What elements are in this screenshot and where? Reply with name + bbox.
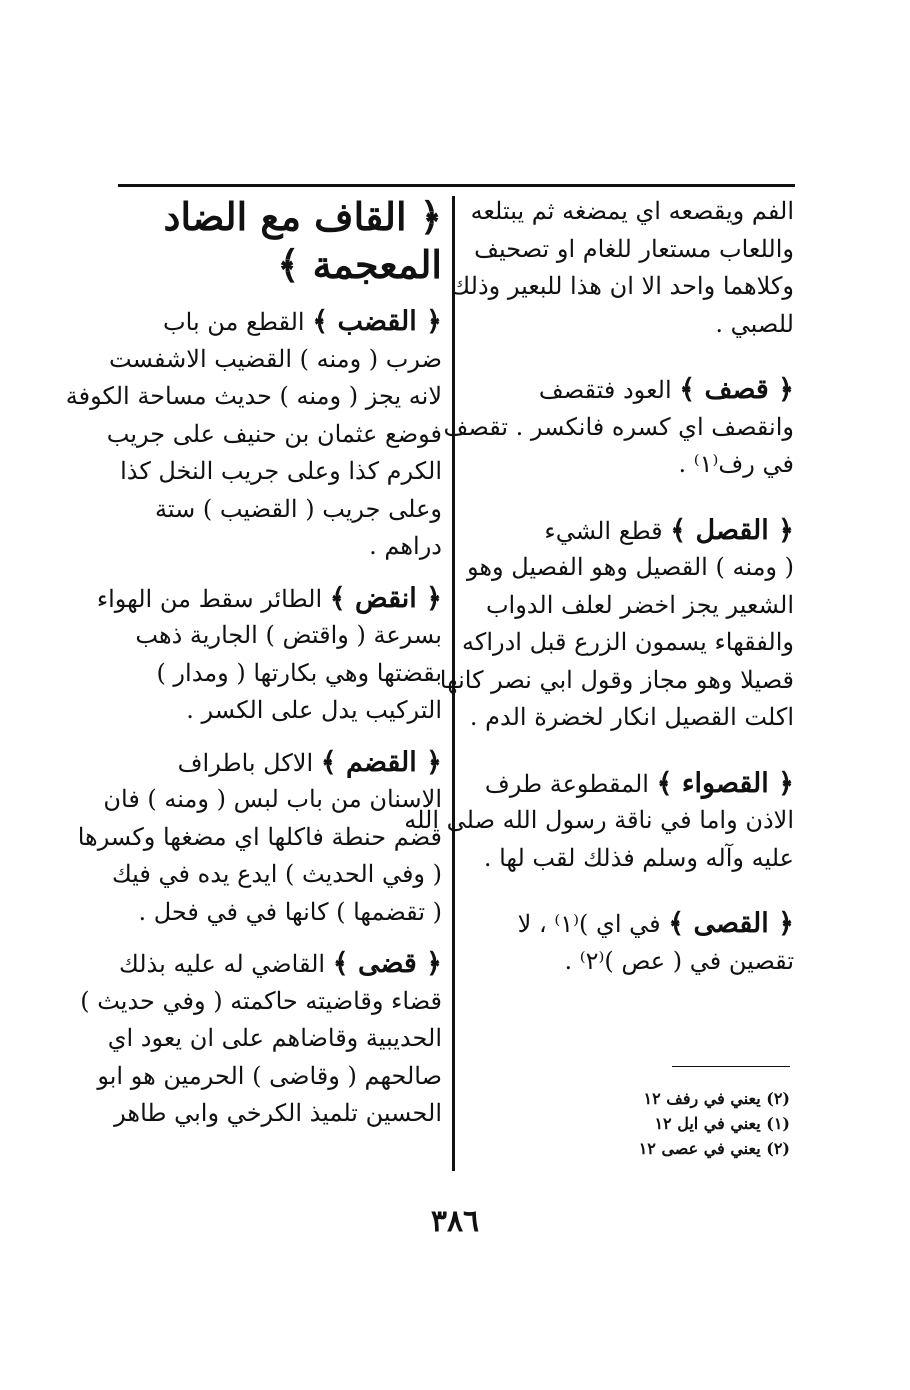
headword: ﴿ القصواء ﴾	[656, 767, 794, 799]
headword: ﴿ القصى ﴾	[668, 908, 794, 939]
headword: ﴿ قضى ﴾	[332, 948, 442, 979]
footnote: (٢) يعني في عصى ١٢	[638, 1139, 790, 1158]
entry-text: العود فتقصف	[538, 376, 672, 404]
footnote: (١) يعني في ايل ١٢	[654, 1114, 790, 1133]
footnotes	[580, 1086, 790, 1161]
text-line: وانقصف اي كسره فانكسر . تقصف	[443, 412, 794, 441]
text-line: فوضع عثمان بن حنيف على جريب	[106, 419, 442, 448]
text-line: الكرم كذا وعلى جريب النخل كذا	[120, 457, 442, 485]
text-line: الفم ويقصعه اي يمضغه ثم يبتلعه	[470, 197, 794, 225]
left-column	[65, 193, 442, 1133]
headword: ﴿ القضم ﴾	[320, 746, 442, 778]
section-title: ﴿ القاف مع الضاد	[163, 194, 442, 239]
text-line: الاسنان من باب لبس ( ومنه ) فان	[103, 785, 442, 813]
entry-text: في اي )⁽١⁾ ، لا	[517, 910, 661, 938]
entry-text: الطائر سقط من الهواء	[96, 584, 323, 613]
text-line: دراهم .	[369, 532, 442, 560]
entry-first-line	[118, 945, 442, 983]
text-line: التركيب يدل على الكسر .	[186, 696, 442, 724]
entry-text: قطع الشيء	[544, 516, 663, 545]
text-line: والفقهاء يسمون الزرع قبل ادراكه	[462, 628, 794, 656]
text-line: ( ومنه ) القصيل وهو الفصيل وهو	[466, 553, 794, 581]
text-line: ( تقضمها ) كانها في في فحل .	[138, 897, 442, 926]
entry-text: القاضي له عليه بذلك	[119, 950, 326, 978]
text-line: الشعير يجز اخضر لعلف الدواب	[485, 590, 794, 619]
text-line: للصبي .	[715, 309, 794, 338]
text-line: بقضتها وهي بكارتها ( ومدار )	[156, 658, 442, 687]
text-line: الحديبية وقاضاهم على ان يعود اي	[107, 1024, 442, 1052]
text-line: في رف⁽١⁾ .	[678, 450, 794, 478]
entry-text: القطع من باب	[163, 308, 305, 336]
headword: ﴿ انقض ﴾	[329, 582, 442, 614]
text-line: بسرعة ( واقتض ) الجارية ذهب	[135, 621, 442, 649]
section-title: المعجمة ﴾	[277, 242, 442, 287]
text-line: تقصين في ( عص )⁽٢⁾ .	[564, 946, 794, 975]
entry-text: المقطوعة طرف	[484, 769, 649, 798]
text-line: قضاء وقاضيته حاكمته ( وفي حديث )	[80, 986, 442, 1015]
text-line: عليه وآله وسلم فذلك لقب لها .	[483, 843, 794, 872]
text-line: وكلاهما واحد الا ان هذا للبعير وذلك	[450, 272, 794, 300]
entry-first-line	[466, 512, 794, 550]
page-number: ٣٨٦	[430, 1204, 480, 1239]
entry-text: الاكل باطراف	[177, 748, 314, 777]
text-line: الحسين تلميذ الكرخي وابي طاهر	[114, 1099, 442, 1127]
text-line: واللعاب مستعار للغام او تصحيف	[474, 234, 794, 263]
headword: ﴿ القضب ﴾	[312, 306, 442, 337]
text-line: قصيلا وهو مجاز وقول ابي نصر كانها	[439, 665, 794, 694]
text-line: لانه يجز ( ومنه ) حديث مساحة الكوفة	[65, 382, 442, 410]
text-line: قضم حنطة فاكلها اي مضغها وكسرها	[77, 822, 442, 851]
footnote: (٢) يعني في رفف ١٢	[643, 1089, 790, 1108]
text-line: ضرب ( ومنه ) القضيب الاشفست	[109, 344, 442, 373]
entry-first-line	[466, 765, 794, 803]
entry-first-line	[466, 371, 794, 409]
text-line: صالحهم ( وقاضى ) الحرمين هو ابو	[97, 1061, 442, 1090]
text-line: اكلت القصيل انكار لخضرة الدم .	[469, 703, 794, 731]
headword: ﴿ قصف ﴾	[679, 374, 794, 405]
top-rule	[118, 184, 795, 187]
entry-first-line	[118, 303, 442, 341]
text-line: وعلى جريب ( القضيب ) ستة	[154, 494, 442, 523]
entry-first-line	[96, 580, 442, 618]
text-line: ( وفي الحديث ) ايدع يده في فيك	[111, 860, 442, 888]
text-line: الاذن واما في ناقة رسول الله صلى الله	[404, 806, 794, 834]
headword: ﴿ القصل ﴾	[670, 514, 794, 546]
footnote-rule	[672, 1066, 790, 1067]
entry-first-line	[118, 744, 442, 782]
entry-first-line	[466, 905, 794, 943]
